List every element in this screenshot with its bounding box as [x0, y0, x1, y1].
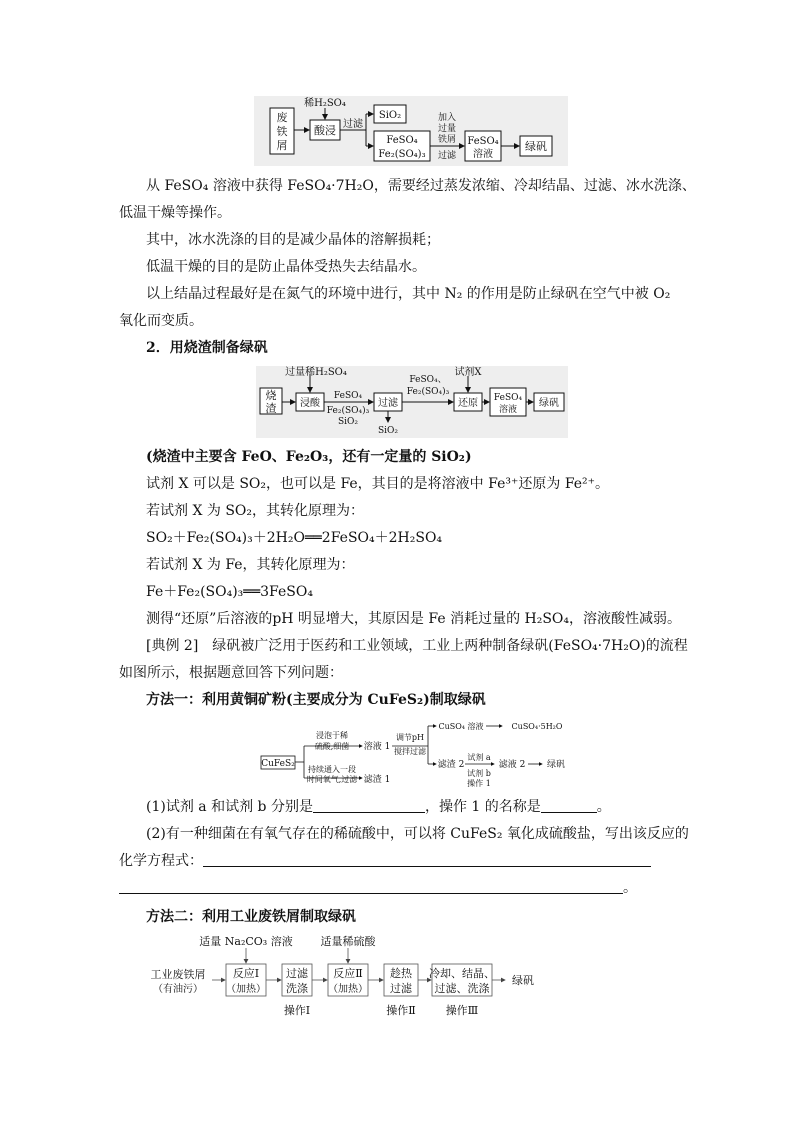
- d1-leach: 酸浸: [314, 124, 336, 137]
- q2-answer-blank-2[interactable]: [119, 879, 623, 894]
- example-2-line-2: 如图所示，根据题意回答下列问题：: [119, 665, 343, 681]
- method-1-heading: 方法一：利用黄铜矿粉(主要成分为 CuFeS₂)制取绿矾: [146, 692, 486, 708]
- q1-answer-blank-reagents[interactable]: [313, 798, 425, 813]
- d3-operation-1: 操作 1: [467, 779, 491, 788]
- d2-filter: 过滤: [378, 398, 398, 409]
- so2-intro: 若试剂 X 为 SO₂，其转化原理为：: [146, 503, 364, 519]
- d4-op-2: 操作Ⅱ: [386, 1004, 416, 1017]
- d4-f3-1: 冷却、结晶、: [429, 967, 495, 980]
- d4-f1-2: 洗涤: [286, 982, 308, 995]
- d2-mid-2: Fe₂(SO₄)₃: [326, 406, 370, 416]
- d2-filtrate-2: Fe₂(SO₄)₃: [406, 387, 450, 397]
- d2-raw-1: 烧: [265, 389, 277, 402]
- d3-cond-1: 浸泡于稀: [316, 731, 348, 740]
- d3-residue2: 滤渣 2: [437, 760, 465, 770]
- flowchart-cinder: [256, 366, 568, 438]
- question-2-line-1: (2)有一种细菌在有氧气存在的稀硫酸中，可以将 CuFeS₂ 氧化成硫酸盐，写出该反应的: [146, 826, 689, 842]
- question-1: [146, 797, 611, 817]
- d1-filter-2: 过滤: [437, 151, 457, 161]
- d4-r2-1: 反应Ⅱ: [333, 967, 363, 980]
- reagent-x-line: 试剂 X 可以是 SO₂，也可以是 Fe，其目的是将溶液中 Fe³⁺还原为 Fe²⁺。: [146, 476, 610, 492]
- d3-cuso4-final: CuSO₄·5H₂O: [511, 722, 563, 731]
- d3-cond-3: 持续通入一段: [308, 765, 356, 774]
- d3-adj-1: 调节pH: [395, 733, 425, 742]
- d4-f2-2: 过滤: [390, 982, 412, 995]
- d4-final: 绿矾: [512, 974, 534, 987]
- example-2-line-1: [典例 2] 绿矾被广泛用于医药和工业领域，工业上两种制备绿矾(FeSO₄·7H₂O)的流程: [146, 638, 688, 654]
- d4-raw-1: 工业废铁屑: [150, 968, 206, 981]
- d4-raw-2: （有油污）: [153, 984, 203, 995]
- d1-final: 绿矾: [525, 140, 547, 153]
- para-4-line-2: 氧化而变质。: [119, 313, 203, 329]
- d3-final: 绿矾: [546, 760, 566, 770]
- d1-filtrate-1: FeSO₄: [386, 135, 418, 146]
- flowchart-industrial-scrap-svg: [140, 930, 560, 1020]
- d4-reagent-2: 适量稀硫酸: [320, 935, 376, 948]
- d2-filtrate-1: FeSO₄、: [409, 375, 447, 385]
- q2-label: 化学方程式：: [119, 853, 203, 869]
- d4-op-1: 操作Ⅰ: [283, 1004, 311, 1017]
- flowchart-chalcopyrite: [258, 716, 596, 792]
- d4-r1-2: （加热）: [226, 984, 266, 995]
- d3-cuso4: CuSO₄ 溶液: [438, 722, 484, 731]
- para-4-line-1: 以上结晶过程最好是在氮气的环境中进行，其中 N₂ 的作用是防止绿矾在空气中被 O₂: [146, 286, 671, 302]
- d1-add-3: 铁屑: [437, 135, 457, 145]
- q1-text-a: (1)试剂 a 和试剂 b 分别是: [146, 799, 313, 815]
- d3-cond-2: 硫酸,细菌: [314, 742, 350, 751]
- d1-raw-1: 废: [276, 111, 288, 124]
- flowchart-waste-iron: [254, 96, 568, 166]
- d3-reagent-b: 试剂 b: [467, 769, 491, 778]
- question-2-line-2: [119, 851, 651, 871]
- d1-raw-3: 屑: [276, 139, 288, 152]
- d2-final: 绿矾: [539, 398, 559, 409]
- d3-cond-4: 时间氧气,过滤: [306, 775, 358, 784]
- d1-product-1: FeSO₄: [467, 136, 499, 147]
- flowchart-industrial-scrap: [140, 930, 560, 1020]
- flowchart-waste-iron-svg: [254, 96, 568, 166]
- section-heading-2: 2．用烧渣制备绿矾: [146, 340, 268, 356]
- q2-end: 。: [623, 880, 637, 896]
- fe-intro: 若试剂 X 为 Fe，其转化原理为：: [146, 557, 355, 573]
- d2-product-2: 溶液: [498, 405, 518, 415]
- q1-text-b: ，操作 1 的名称是: [424, 799, 541, 815]
- q1-text-c: 。: [596, 799, 611, 815]
- d2-leach: 浸酸: [300, 398, 320, 409]
- para-1-line-2: 低温干燥等操作。: [119, 205, 231, 221]
- q2-answer-blank-1[interactable]: [203, 852, 651, 867]
- d4-op-3: 操作Ⅲ: [445, 1004, 479, 1017]
- d4-f3-2: 过滤、洗涤: [434, 982, 490, 995]
- flowchart-chalcopyrite-svg: [258, 716, 596, 792]
- d1-add-1: 加入: [437, 113, 457, 123]
- d2-reagent: 过量稀H₂SO₄: [285, 367, 347, 378]
- d4-f2-1: 趁热: [390, 967, 412, 980]
- q1-answer-blank-operation[interactable]: [541, 798, 597, 813]
- d4-r1-1: 反应Ⅰ: [232, 967, 260, 980]
- d2-reduce: 还原: [458, 398, 478, 409]
- question-2-line-3: [119, 878, 637, 898]
- d2-mid-3: SiO₂: [337, 417, 359, 427]
- d3-residue1: 滤渣 1: [363, 775, 391, 785]
- d2-residue: SiO₂: [377, 426, 399, 436]
- d1-raw-2: 铁: [276, 125, 288, 138]
- d1-add-2: 过量: [437, 124, 457, 134]
- d1-top-reagent: 稀H₂SO₄: [304, 98, 346, 109]
- d2-reagent-x: 试剂X: [454, 367, 482, 378]
- d2-raw-2: 渣: [265, 402, 277, 415]
- d3-reagent-a: 试剂 a: [467, 753, 491, 762]
- d3-filtrate2: 滤液 2: [498, 760, 526, 770]
- d1-filtrate-2: Fe₂(SO₄)₃: [378, 149, 426, 160]
- para-3: 低温干燥的目的是防止晶体受热失去结晶水。: [146, 259, 426, 275]
- method-2-heading: 方法二：利用工业废铁屑制取绿矾: [146, 909, 356, 925]
- d4-reagent-1: 适量 Na₂CO₃ 溶液: [199, 935, 293, 948]
- d1-product-2: 溶液: [473, 149, 493, 160]
- d1-filter: 过滤: [343, 119, 363, 130]
- d3-sol1: 溶液 1: [363, 742, 391, 752]
- d4-f1-1: 过滤: [286, 967, 308, 980]
- d2-mid-1: FeSO₄: [333, 391, 363, 401]
- fe-equation: Fe＋Fe₂(SO₄)₃══3FeSO₄: [146, 584, 313, 600]
- para-2: 其中，冰水洗涤的目的是减少晶体的溶解损耗；: [146, 232, 440, 248]
- d1-residue: SiO₂: [378, 110, 402, 121]
- d4-r2-2: （加热）: [328, 984, 368, 995]
- cinder-note: (烧渣中主要含 FeO、Fe₂O₃，还有一定量的 SiO₂): [146, 449, 472, 465]
- d2-product-1: FeSO₄: [493, 393, 523, 403]
- flowchart-cinder-svg: [256, 366, 568, 438]
- so2-equation: SO₂＋Fe₂(SO₄)₃＋2H₂O══2FeSO₄＋2H₂SO₄: [146, 530, 443, 546]
- para-1-line-1: 从 FeSO₄ 溶液中获得 FeSO₄·7H₂O，需要经过蒸发浓缩、冷却结晶、过滤、冰水洗涤、: [146, 178, 696, 194]
- d3-raw: CuFeS₂: [261, 759, 295, 769]
- ph-explanation: 测得“还原”后溶液的pH 明显增大，其原因是 Fe 消耗过量的 H₂SO₄，溶液酸性减弱。: [146, 611, 682, 627]
- d3-adj-2: 搅拌过滤: [394, 747, 426, 756]
